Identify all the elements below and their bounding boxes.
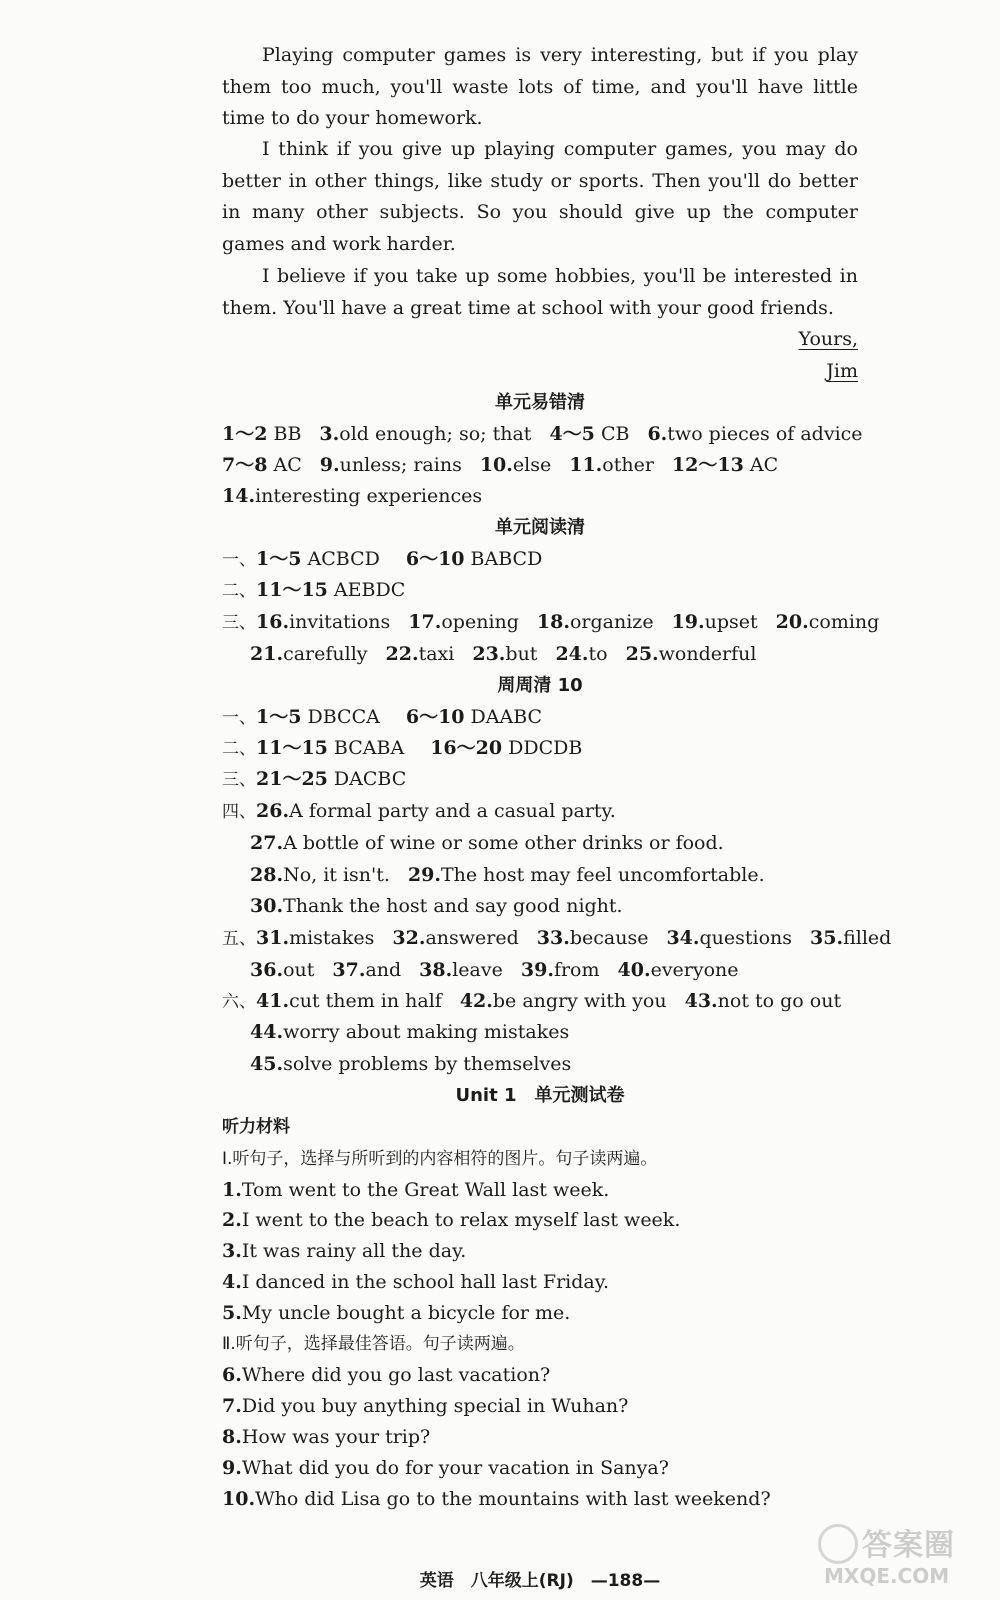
listening-item: 9.What did you do for your vacation in Sanya? — [222, 1457, 669, 1479]
letter-paragraph-2: I think if you give up playing computer games, you may do better in other things, like study or sports. Then you'll do better in many other subjects. So you should give up the computer games and work harder. — [222, 138, 858, 256]
zhouzhou-row-9: 36.out 37.and 38.leave 39.from 40.everyone — [250, 959, 739, 981]
watermark-logo — [818, 1520, 988, 1592]
letter-signature: Jim — [826, 360, 858, 382]
logo-icon — [818, 1524, 858, 1564]
yicuo-row-2: 7～8 AC 9.unless; rains 10.else 11.other 12～13 AC — [222, 454, 779, 476]
yicuo-row-3: 14.interesting experiences — [222, 485, 483, 507]
listening-part-2-title: Ⅱ.听句子，选择最佳答语。句子读两遍。 — [222, 1334, 525, 1354]
watermark-url: MXQE.COM — [824, 1564, 950, 1588]
zhouzhou-row-5: 27.A bottle of wine or some other drinks or food. — [250, 832, 724, 854]
watermark-text: 答案圈 — [862, 1528, 955, 1563]
zhouzhou-row-4: 四、26.A formal party and a casual party. — [222, 800, 616, 822]
listening-item: 5.My uncle bought a bicycle for me. — [222, 1302, 571, 1324]
letter-closing: Yours, — [798, 328, 858, 350]
listening-item: 7.Did you buy anything special in Wuhan? — [222, 1395, 629, 1417]
listening-item: 3.It was rainy all the day. — [222, 1240, 467, 1262]
zhouzhou-row-8: 五、31.mistakes 32.answered 33.because 34.questions 35.filled — [222, 927, 892, 949]
zhouzhou-row-10: 六、41.cut them in half 42.be angry with you 43.not to go out — [222, 990, 842, 1012]
listening-item: 4.I danced in the school hall last Friday. — [222, 1271, 610, 1293]
zhouzhou-row-2: 二、11～15 BCABA 16～20 DDCDB — [222, 737, 583, 759]
listening-part-1-title: Ⅰ.听句子，选择与所听到的内容相符的图片。句子读两遍。 — [222, 1149, 658, 1169]
section-title-yicuo: 单元易错清 — [495, 392, 585, 413]
section-title-unit-test: Unit 1 单元测试卷 — [455, 1085, 625, 1106]
zhouzhou-row-1: 一、1～5 DBCCA 6～10 DAABC — [222, 706, 543, 728]
listening-material-label: 听力材料 — [222, 1117, 290, 1137]
page-footer: 英语 八年级上(RJ) —188— — [419, 1571, 661, 1591]
yuedu-row-3: 三、16.invitations 17.opening 18.organize 19.upset 20.coming — [222, 611, 880, 633]
letter-paragraph-1: Playing computer games is very interesting, but if you play them too much, you'll waste lots of time, and you'll have little time to do your homework. — [222, 44, 858, 130]
listening-item: 8.How was your trip? — [222, 1426, 431, 1448]
section-title-yuedu: 单元阅读清 — [495, 517, 585, 538]
zhouzhou-row-6: 28.No, it isn't. 29.The host may feel uncomfortable. — [250, 864, 765, 886]
listening-item: 2.I went to the beach to relax myself last week. — [222, 1209, 681, 1231]
zhouzhou-row-3: 三、21～25 DACBC — [222, 768, 407, 790]
yuedu-row-1: 一、1～5 ACBCD 6～10 BABCD — [222, 548, 543, 570]
yicuo-row-1: 1～2 BB 3.old enough; so; that 4～5 CB 6.two pieces of advice — [222, 423, 863, 445]
letter-paragraph-3: I believe if you take up some hobbies, you'll be interested in them. You'll have a great time at school with your good friends. — [222, 265, 858, 319]
listening-item: 6.Where did you go last vacation? — [222, 1364, 551, 1386]
listening-item: 1.Tom went to the Great Wall last week. — [222, 1179, 610, 1201]
zhouzhou-row-7: 30.Thank the host and say good night. — [250, 895, 623, 917]
yuedu-row-2: 二、11～15 AEBDC — [222, 579, 406, 601]
section-title-zhouzhou: 周周清 10 — [497, 675, 583, 696]
zhouzhou-row-12: 45.solve problems by themselves — [250, 1053, 572, 1075]
yuedu-row-4: 21.carefully 22.taxi 23.but 24.to 25.wonderful — [250, 643, 757, 665]
zhouzhou-row-11: 44.worry about making mistakes — [250, 1021, 570, 1043]
listening-item: 10.Who did Lisa go to the mountains with last weekend? — [222, 1488, 771, 1510]
